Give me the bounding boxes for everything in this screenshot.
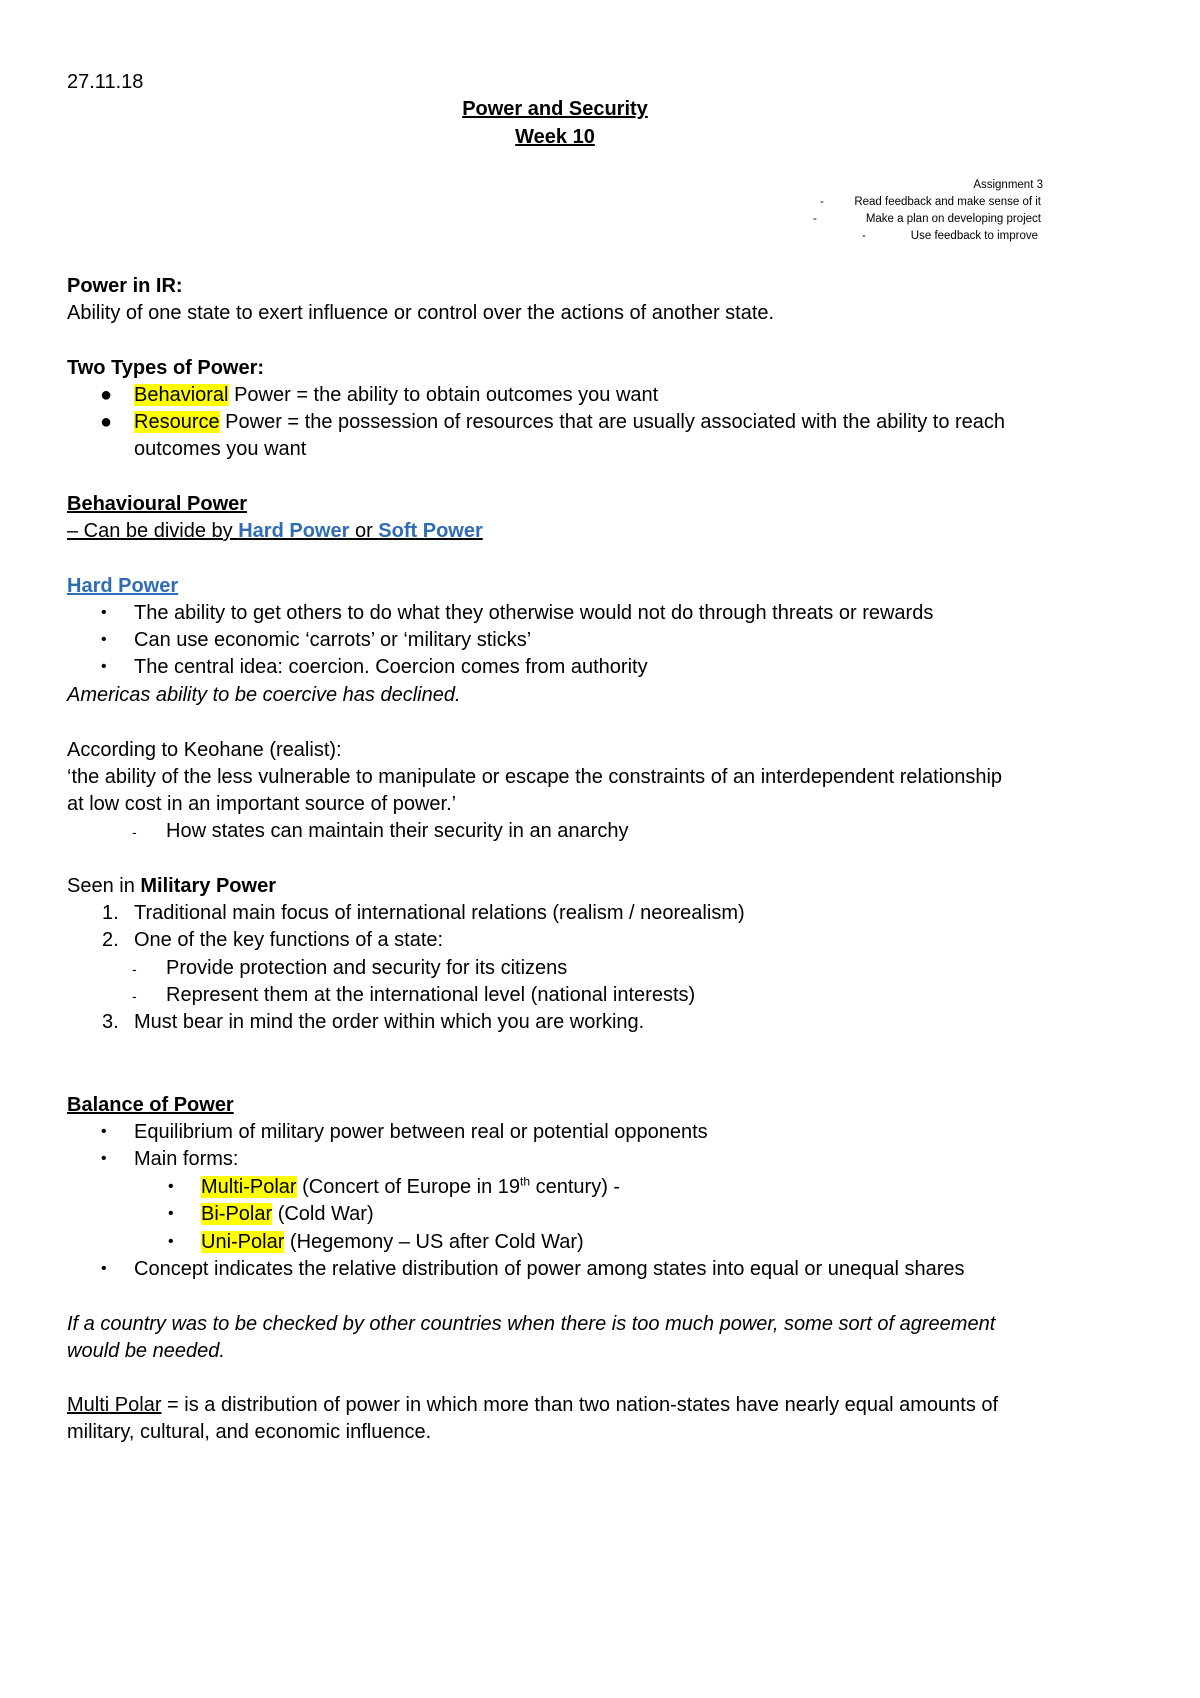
list-item-text: (Hegemony – US after Cold War) [284,1231,584,1253]
bullet: • [168,1233,174,1250]
definition-term: Multi Polar [67,1394,162,1416]
bullet: • [101,1260,107,1277]
list-item: Traditional main focus of international relations (realism / neorealism) [134,902,745,924]
page-subtitle: Week 10 [515,126,595,148]
power-ir-definition: Ability of one state to exert influence or control over the actions of another state. [67,302,775,324]
list-item [201,1200,374,1228]
highlighted-term: Resource [134,411,220,433]
list-item: Provide protection and security for its citizens [166,957,568,979]
assignment-dash: - [862,230,866,242]
section-heading-balance: Balance of Power [67,1094,234,1116]
check-note: If a country was to be checked by other countries when there is too much power, some sort of agreement [67,1313,996,1335]
assignment-item: Read feedback and make sense of it [854,196,1041,208]
keohane-quote: ‘the ability of the less vulnerable to manipulate or escape the constraints of an interdependent relationship [67,766,1003,788]
soft-power-link: Soft Power [378,520,483,542]
intro-bold: Military Power [140,875,276,897]
assignment-dash: - [813,213,817,225]
list-item: The central idea: coercion. Coercion comes from authority [134,656,648,678]
list-item: One of the key functions of a state: [134,929,444,951]
dash-bullet: - [132,961,137,977]
definition-text: = is a distribution of power in which more than two nation-states have nearly equal amounts of [161,1394,999,1416]
keohane-intro: According to Keohane (realist): [67,739,342,761]
list-item: Represent them at the international level (national interests) [166,984,696,1006]
section-heading-behavioural: Behavioural Power [67,493,248,515]
date: 27.11.18 [67,71,144,93]
subline-text: – Can be divide by [67,520,239,542]
list-item-text: Power = the possession of resources that are usually associated with the ability to reach [219,411,1006,433]
list-item: The ability to get others to do what they otherwise would not do through threats or rewards [134,602,934,624]
list-item [134,408,1005,436]
list-item: How states can maintain their security in an anarchy [166,820,629,842]
assignment-item: Make a plan on developing project [865,213,1041,225]
bullet: • [101,631,107,648]
list-item-text: Power = the ability to obtain outcomes you want [228,384,659,406]
list-item-continuation: outcomes you want [134,438,307,460]
highlighted-term: Uni-Polar [201,1231,285,1253]
list-number: 3. [102,1011,119,1033]
list-item-text: (Concert of Europe in 19 [296,1176,521,1198]
bullet: • [101,658,107,675]
superscript: th [520,1174,531,1189]
military-intro [67,872,276,900]
check-note: would be needed. [67,1340,225,1362]
hard-power-note: Americas ability to be coercive has declined. [67,684,461,706]
list-item: Equilibrium of military power between real or potential opponents [134,1121,708,1143]
list-number: 1. [102,902,119,924]
assignment-item: Use feedback to improve [910,230,1038,242]
multi-polar-definition [67,1391,998,1419]
bullet: • [168,1205,174,1222]
list-item: Must bear in mind the order within which you are working. [134,1011,645,1033]
assignment-dash: - [820,196,824,208]
highlighted-term: Behavioral [134,384,229,406]
bullet: • [101,1150,107,1167]
list-item [201,1173,620,1201]
multi-polar-definition-cont: military, cultural, and economic influence. [67,1421,432,1443]
bullet: • [168,1178,174,1195]
hard-power-link: Hard Power [238,520,350,542]
list-item-text: (Cold War) [272,1203,374,1225]
list-item-text: century) - [530,1176,621,1198]
dash-bullet: - [132,824,137,840]
bullet: ● [100,411,113,433]
list-item: Concept indicates the relative distribution of power among states into equal or unequal shares [134,1258,965,1280]
subline-text: or [349,520,379,542]
list-number: 2. [102,929,119,951]
section-heading-power-ir: Power in IR: [67,275,183,297]
highlighted-term: Multi-Polar [201,1176,297,1198]
section-heading-hard-power: Hard Power [67,575,179,597]
bullet: • [101,604,107,621]
assignment-heading: Assignment 3 [973,179,1043,191]
list-item [201,1228,584,1256]
list-item: Main forms: [134,1148,239,1170]
list-item: Can use economic ‘carrots’ or ‘military sticks’ [134,629,532,651]
dash-bullet: - [132,988,137,1004]
highlighted-term: Bi-Polar [201,1203,273,1225]
list-item [134,381,658,409]
bullet: • [101,1123,107,1140]
section-heading-two-types: Two Types of Power: [67,357,265,379]
keohane-quote: at low cost in an important source of power.’ [67,793,457,815]
page-title: Power and Security [462,98,648,120]
behavioural-subline [67,517,483,545]
bullet: ● [100,384,113,406]
intro-text: Seen in [67,875,141,897]
